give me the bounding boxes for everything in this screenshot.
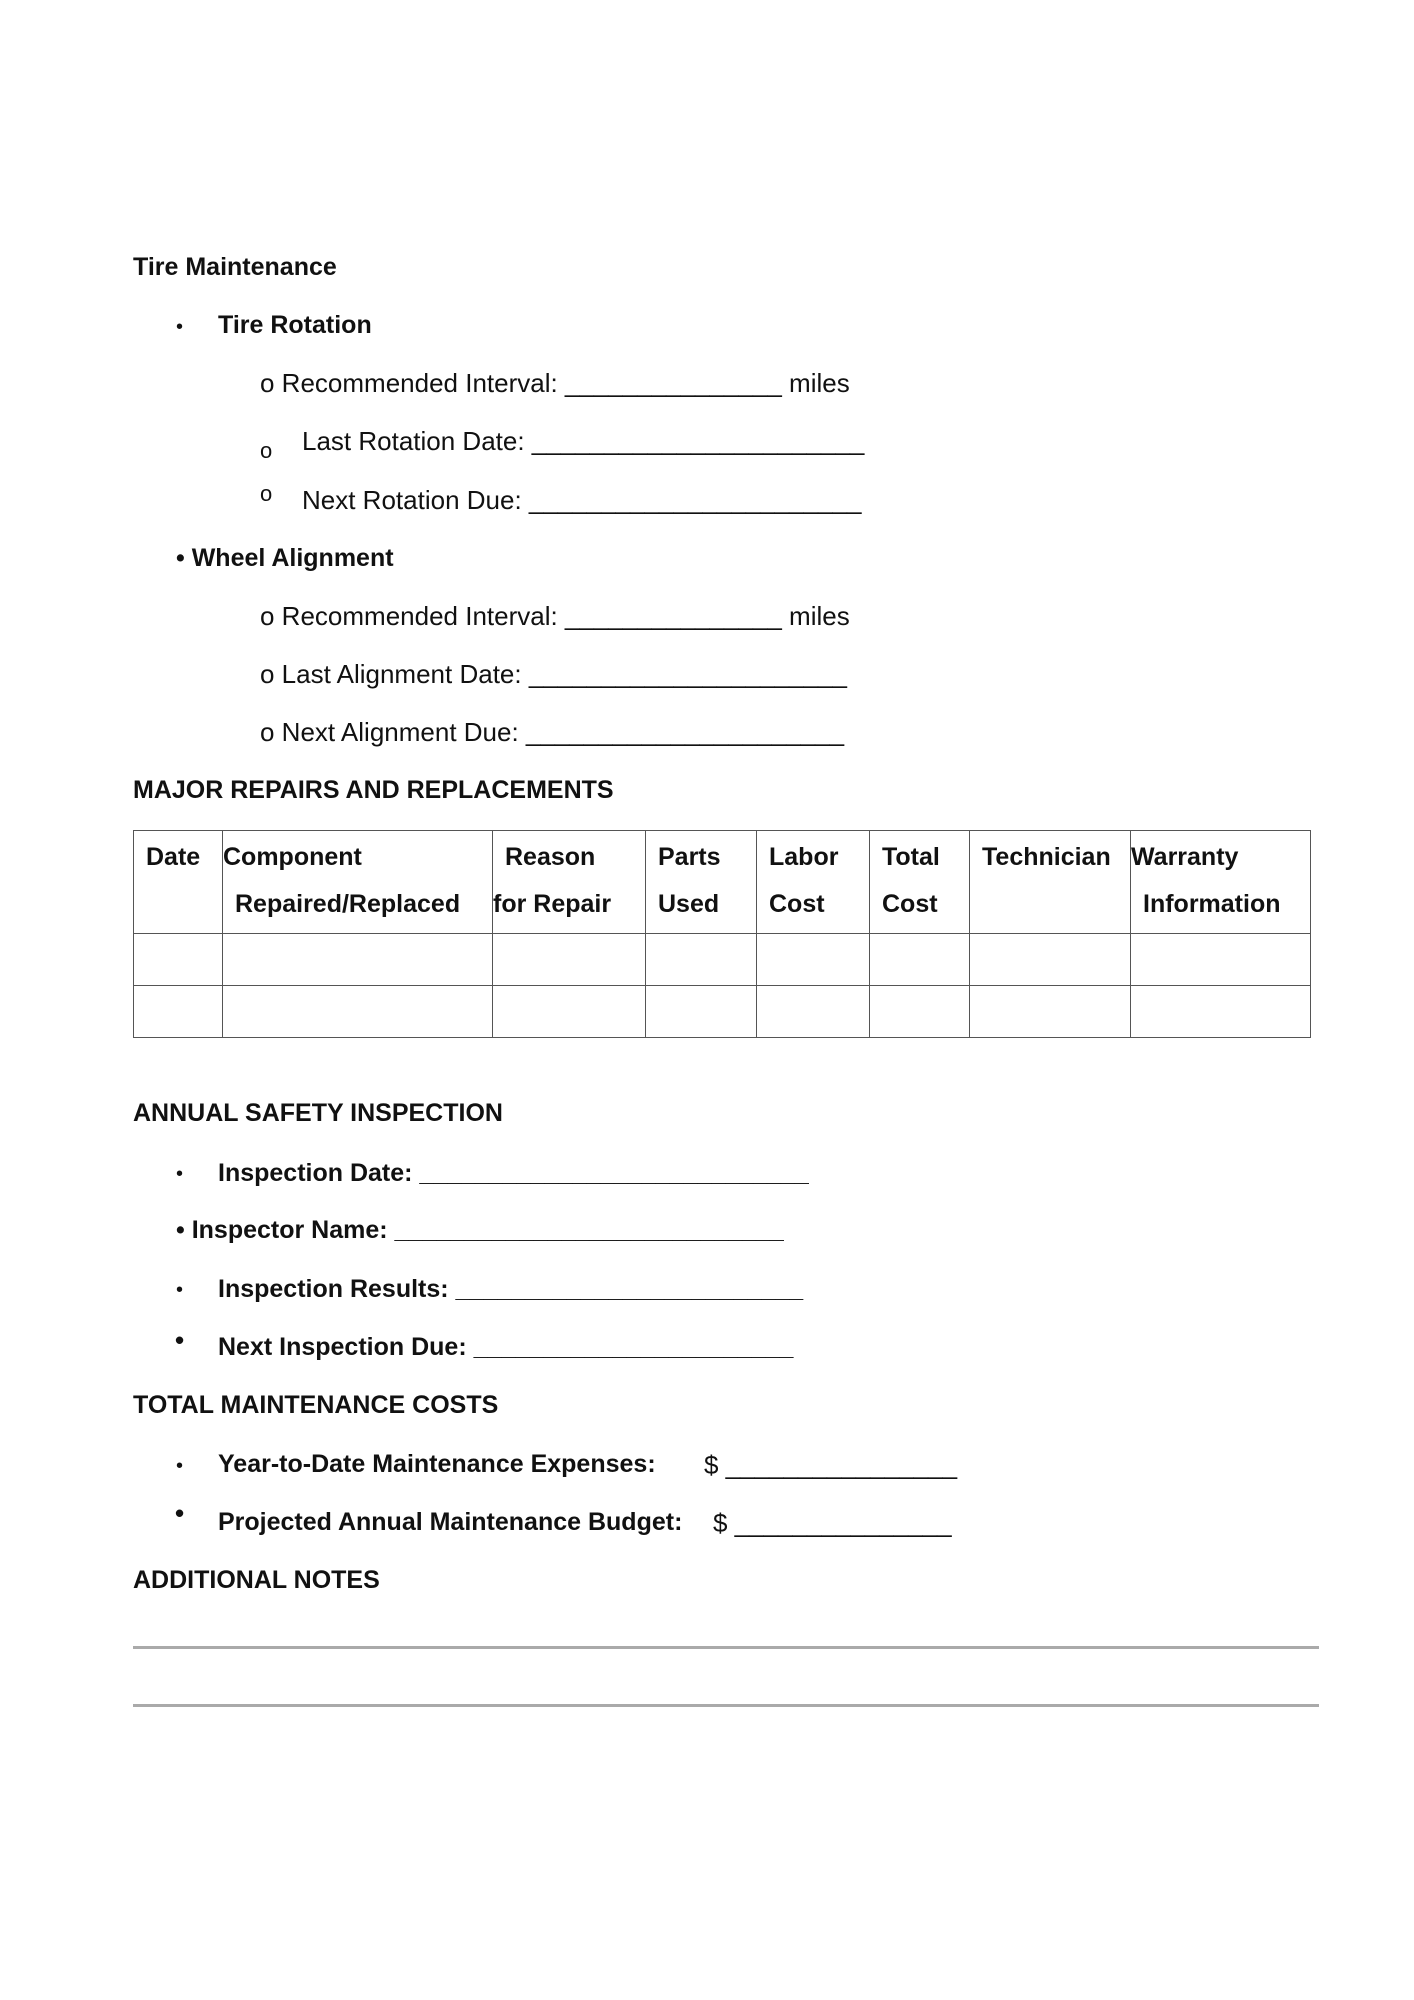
bullet: • bbox=[176, 1279, 184, 1301]
section-title-additional-notes: ADDITIONAL NOTES bbox=[133, 1566, 380, 1594]
tire-rotation-recommended-interval[interactable]: o Recommended Interval: _______________ miles bbox=[260, 368, 850, 398]
notes-line[interactable] bbox=[133, 1646, 1319, 1649]
ytd-expenses-label: Year-to-Date Maintenance Expenses: bbox=[218, 1450, 656, 1478]
table-cell[interactable] bbox=[757, 986, 870, 1038]
bullet: • bbox=[175, 1325, 185, 1355]
header-total: Total Cost bbox=[870, 831, 970, 934]
section-title-total-maintenance-costs: TOTAL MAINTENANCE COSTS bbox=[133, 1391, 499, 1419]
header-reason: Reason for Repair bbox=[493, 831, 646, 934]
header-date: Date bbox=[134, 831, 223, 934]
table-row bbox=[134, 934, 1311, 986]
section-title-tire-maintenance: Tire Maintenance bbox=[133, 253, 337, 281]
table-cell[interactable] bbox=[1131, 986, 1311, 1038]
header-parts: Parts Used bbox=[646, 831, 757, 934]
header-technician: Technician bbox=[970, 831, 1131, 934]
table-cell[interactable] bbox=[970, 934, 1131, 986]
header-warranty: Warranty Information bbox=[1131, 831, 1311, 934]
header-labor: Labor Cost bbox=[757, 831, 870, 934]
next-inspection-due-field[interactable]: Next Inspection Due: _______________________ bbox=[218, 1333, 794, 1361]
tire-rotation-next-due[interactable]: Next Rotation Due: _______________________ bbox=[302, 485, 862, 515]
sub-bullet-marker: o bbox=[260, 481, 273, 506]
ytd-expenses-value[interactable]: $ ________________ bbox=[704, 1450, 958, 1480]
notes-line[interactable] bbox=[133, 1704, 1319, 1707]
table-cell[interactable] bbox=[870, 986, 970, 1038]
table-cell[interactable] bbox=[970, 986, 1131, 1038]
table-cell[interactable] bbox=[493, 986, 646, 1038]
table-cell[interactable] bbox=[646, 986, 757, 1038]
subsection-wheel-alignment: • Wheel Alignment bbox=[176, 544, 394, 572]
table-cell[interactable] bbox=[493, 934, 646, 986]
subsection-tire-rotation: Tire Rotation bbox=[218, 311, 372, 339]
table-cell[interactable] bbox=[646, 934, 757, 986]
projected-budget-value[interactable]: $ _______________ bbox=[713, 1508, 952, 1538]
inspector-name-field[interactable]: • Inspector Name: ____________________________ bbox=[176, 1216, 784, 1244]
table-cell[interactable] bbox=[870, 934, 970, 986]
wheel-alignment-last-date[interactable]: o Last Alignment Date: ______________________ bbox=[260, 659, 847, 689]
table-cell[interactable] bbox=[1131, 934, 1311, 986]
table-cell[interactable] bbox=[134, 986, 223, 1038]
header-component: Component Repaired/Replaced bbox=[223, 831, 493, 934]
inspection-results-field[interactable]: Inspection Results: _________________________ bbox=[218, 1275, 804, 1303]
table-header-row bbox=[134, 831, 1311, 934]
bullet: • bbox=[176, 1163, 184, 1185]
wheel-alignment-next-due[interactable]: o Next Alignment Due: ______________________ bbox=[260, 717, 845, 747]
repairs-table bbox=[133, 830, 1311, 1038]
wheel-alignment-recommended-interval[interactable]: o Recommended Interval: _______________ miles bbox=[260, 601, 850, 631]
section-title-major-repairs: MAJOR REPAIRS AND REPLACEMENTS bbox=[133, 776, 614, 804]
tire-rotation-last-date[interactable]: Last Rotation Date: _______________________ bbox=[302, 426, 865, 456]
projected-budget-label: Projected Annual Maintenance Budget: bbox=[218, 1508, 683, 1536]
sub-bullet-marker: o bbox=[260, 438, 273, 463]
table-cell[interactable] bbox=[223, 934, 493, 986]
bullet: • bbox=[175, 1498, 185, 1528]
table-cell[interactable] bbox=[757, 934, 870, 986]
bullet: • bbox=[176, 316, 184, 338]
table-cell[interactable] bbox=[134, 934, 223, 986]
table-row bbox=[134, 986, 1311, 1038]
table-cell[interactable] bbox=[223, 986, 493, 1038]
inspection-date-field[interactable]: Inspection Date: ____________________________ bbox=[218, 1159, 809, 1187]
bullet: • bbox=[176, 1455, 184, 1477]
section-title-annual-safety-inspection: ANNUAL SAFETY INSPECTION bbox=[133, 1099, 503, 1127]
